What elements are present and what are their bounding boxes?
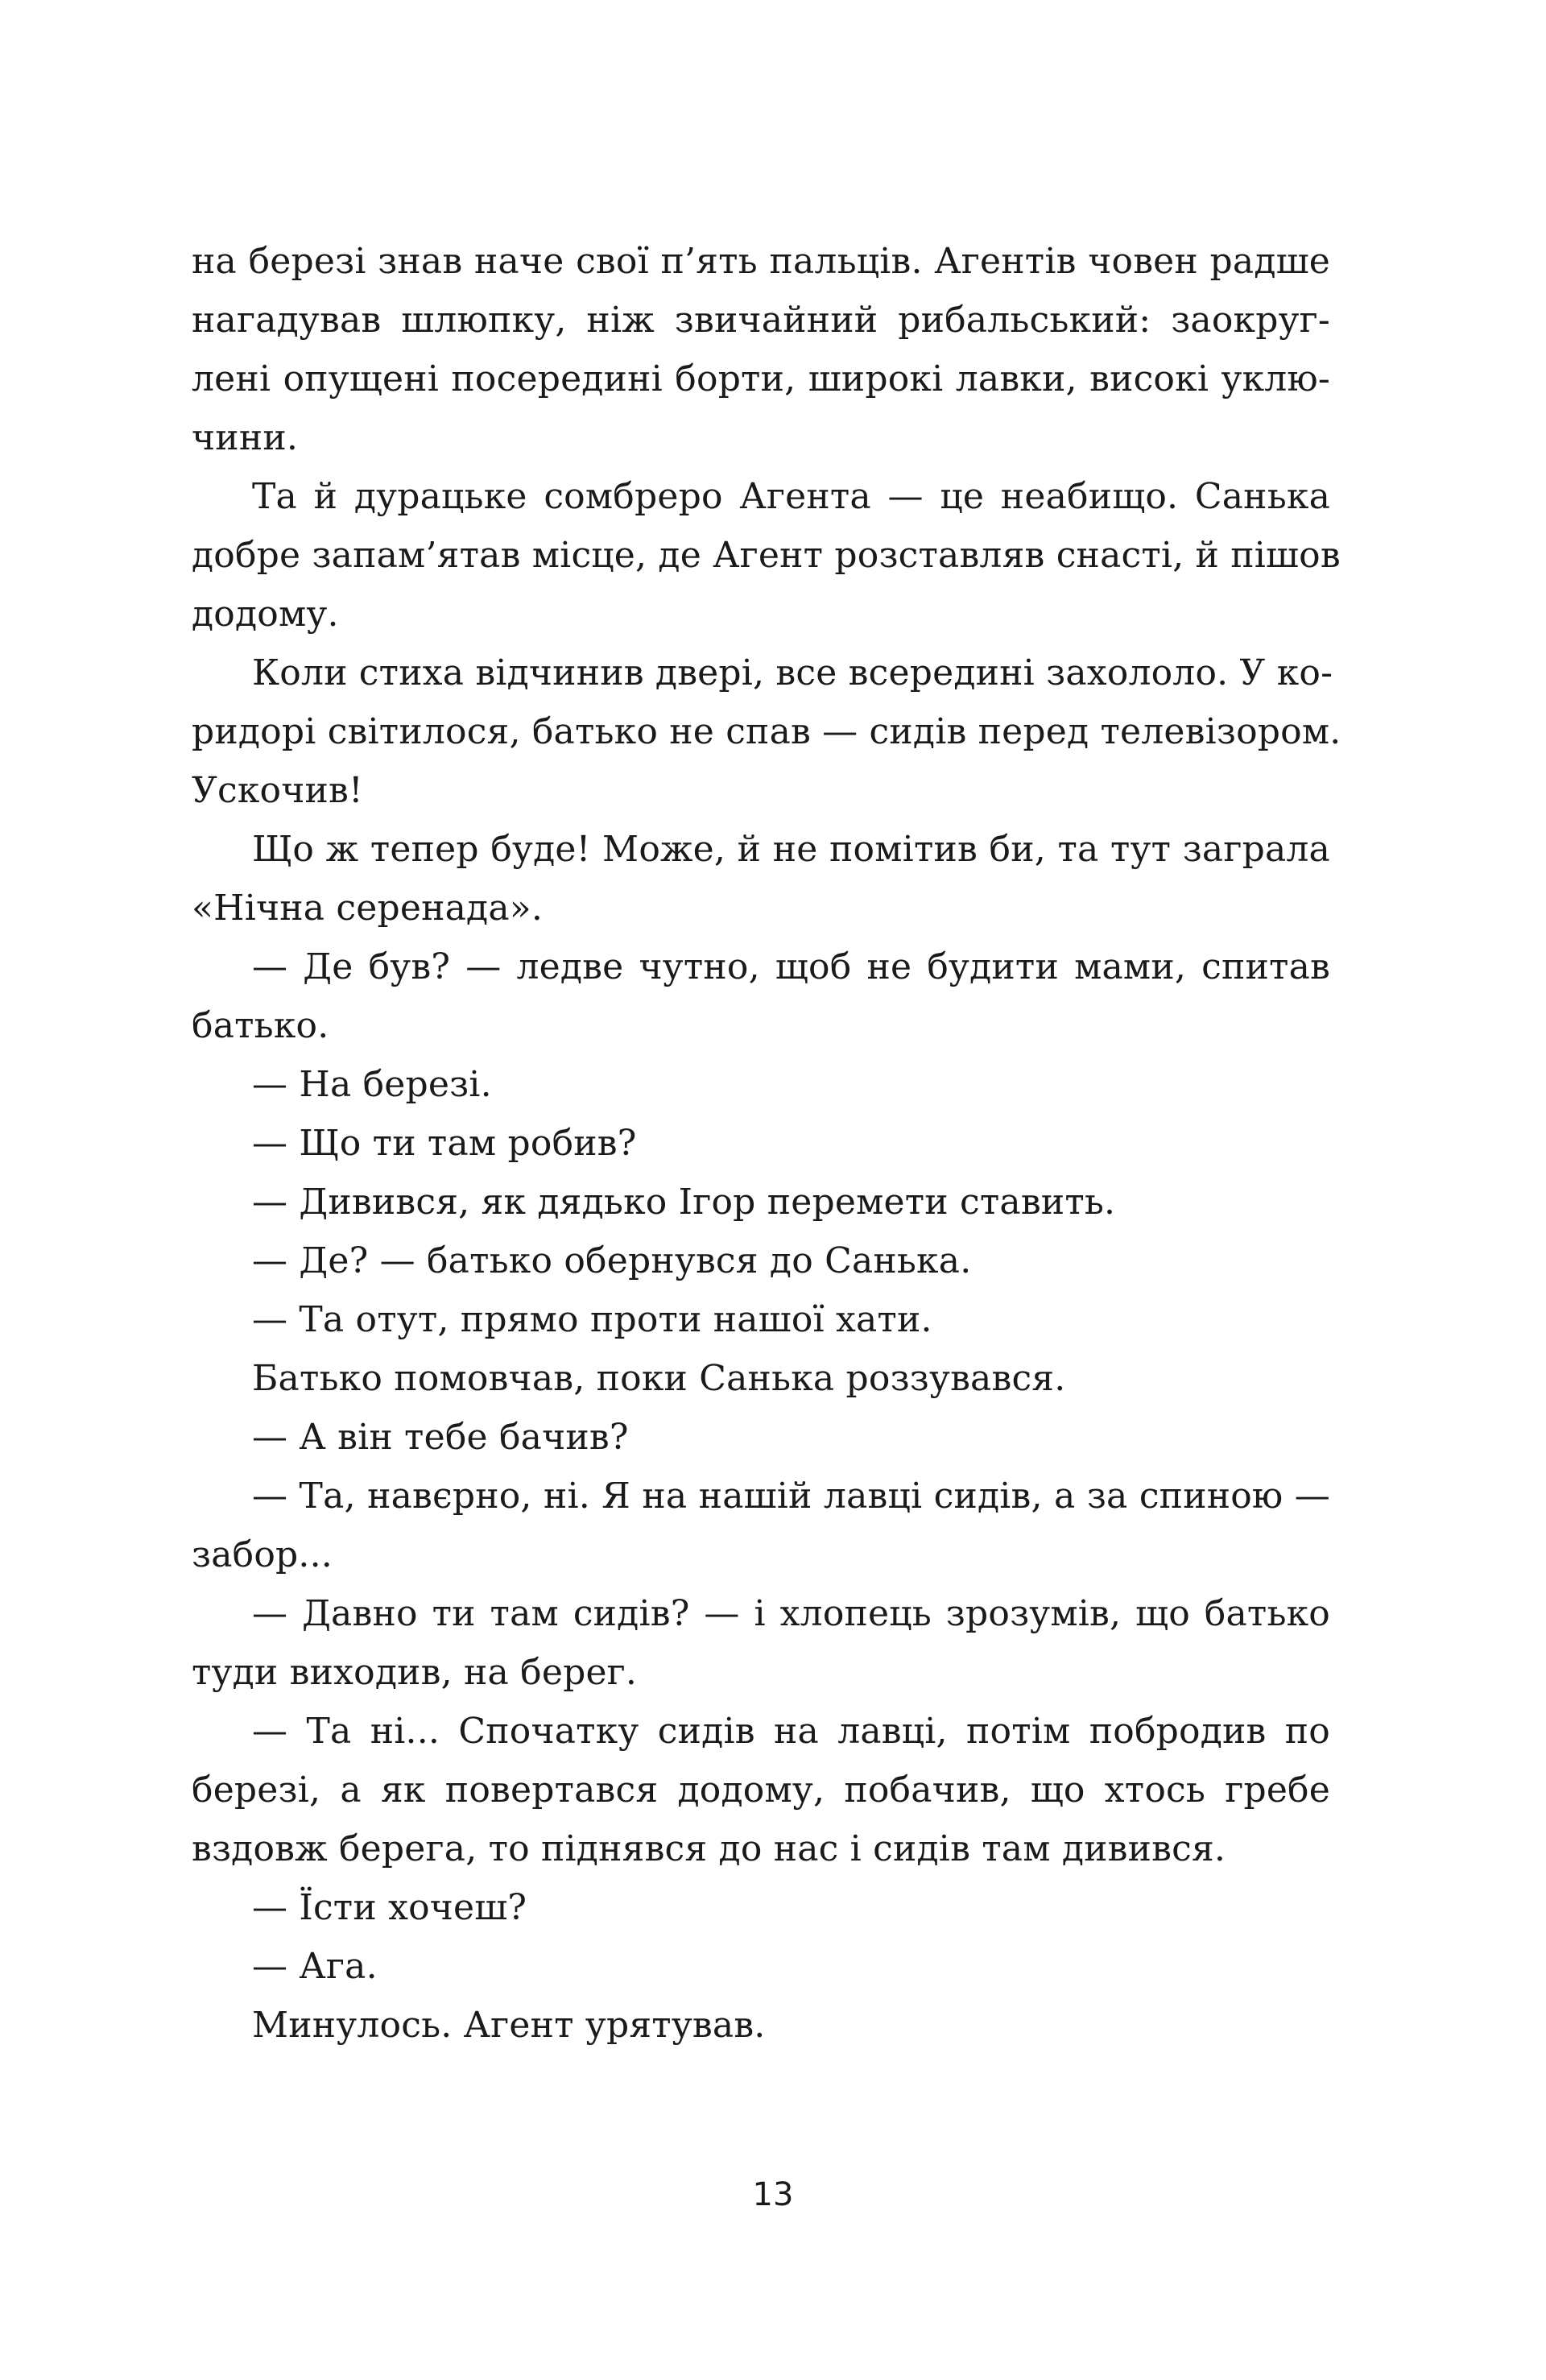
text-line: Що ж тепер буде! Може, й не помітив би, та тут заграла [252,829,1330,870]
text-line: Ускочив! [192,770,363,811]
text-line: забор... [192,1534,333,1575]
text-line: — Давно ти там сидів? — і хлопець зрозумів, що батько [252,1593,1330,1634]
text-line: — Де? — батько обернувся до Санька. [252,1240,972,1281]
text-line: березі, а як повертався додому, побачив, що хтось гребе [192,1769,1330,1811]
text-line: ридорі світилося, батько не спав — сидів перед телевізором. [192,711,1341,752]
text-line: — Де був? — ледве чутно, щоб не будити мами, спитав [252,946,1330,987]
text-line: Та й дурацьке сомбреро Агента — це неабищо. Санька [252,476,1330,517]
text-line: Минулось. Агент урятував. [252,2005,766,2046]
text-line: — Дивився, як дядько Ігор перемети ставить. [252,1182,1116,1223]
body-text [192,232,1341,2055]
text-line: — Їсти хочеш? [252,1887,527,1928]
text-line: добре запам’ятав місце, де Агент розставляв снасті, й пішов [192,535,1341,576]
text-line: — Ага. [252,1946,378,1987]
text-line: батько. [192,1005,329,1046]
text-line: — На березі. [252,1064,492,1105]
text-line: — А він тебе бачив? [252,1417,629,1458]
text-line: нагадував шлюпку, ніж звичайний рибальський: заокруг- [192,300,1330,341]
text-line: «Нічна серенада». [192,888,544,929]
text-line: додому. [192,594,339,635]
text-line: туди виходив, на берег. [192,1652,638,1693]
text-line: — Що ти там робив? [252,1123,637,1164]
text-line: вздовж берега, то піднявся до нас і сидів там дивився. [192,1828,1226,1869]
page-number: 13 [752,2176,794,2213]
text-line: — Та ні... Спочатку сидів на лавці, потім побродив по [252,1711,1330,1752]
text-line: на березі знав наче свої п’ять пальців. Агентів човен радше [192,241,1330,282]
text-line: Батько помовчав, поки Санька роззувався. [252,1358,1066,1399]
text-line: чини. [192,417,299,458]
text-line: лені опущені посередині борти, широкі лавки, високі уклю- [192,358,1330,399]
text-line: — Та, навєрно, ні. Я на нашій лавці сидів, а за спиною — [252,1476,1330,1517]
text-line: Коли стиха відчинив двері, все всередині захололо. У ко- [252,652,1333,693]
text-line: — Та отут, прямо проти нашої хати. [252,1299,932,1340]
